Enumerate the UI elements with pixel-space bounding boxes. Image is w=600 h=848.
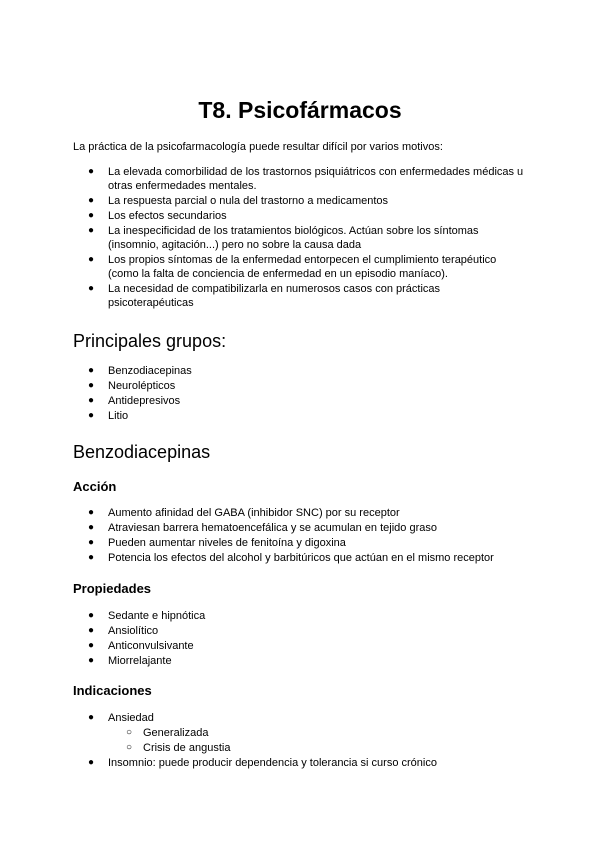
list-item: ● Pueden aumentar niveles de fenitoína y digoxina xyxy=(88,537,346,549)
bullet-icon: ● xyxy=(88,210,95,221)
accion-heading: Acción xyxy=(73,479,117,494)
list-item: ● Litio xyxy=(88,410,129,422)
list-item: ● Antidepresivos xyxy=(88,395,181,407)
list-item: ● Neurolépticos xyxy=(88,380,176,392)
list-item: ● Potencia los efectos del alcohol y barbitúricos que actúan en el mismo receptor xyxy=(88,552,494,564)
circle-bullet-icon: ○ xyxy=(126,742,133,753)
list-item: ● Sedante e hipnótica xyxy=(88,610,206,622)
bullet-icon: ● xyxy=(88,655,95,666)
bullet-icon: ● xyxy=(88,625,95,636)
list-item: ● Los efectos secundarios xyxy=(88,210,227,222)
list-item: ● Anticonvulsivante xyxy=(88,640,194,652)
grupos-list xyxy=(73,364,543,424)
indicaciones-list xyxy=(73,711,543,726)
list-item: ● Miorrelajante xyxy=(88,655,172,667)
bullet-icon: ● xyxy=(88,410,95,421)
bullet-icon: ● xyxy=(88,522,95,533)
grupos-heading: Principales grupos: xyxy=(73,331,227,351)
bullet-icon: ● xyxy=(88,225,95,236)
bullet-icon: ● xyxy=(88,195,95,206)
list-item: ○ Generalizada xyxy=(126,727,209,739)
ansiedad-sublist xyxy=(73,726,543,756)
list-item: ● Atraviesan barrera hematoencefálica y se acumulan en tejido graso xyxy=(88,522,437,534)
list-item: ● Los propios síntomas de la enfermedad entorpecen el cumplimiento terapéutico (como la falta de conciencia de enfermedad en un episodio maníaco). xyxy=(88,254,497,280)
bullet-icon: ● xyxy=(88,610,95,621)
bullet-icon: ● xyxy=(88,640,95,651)
list-item: ● La elevada comorbilidad de los trastornos psiquiátricos con enfermedades médicas u otras enfermedades mentales. xyxy=(88,166,524,192)
list-item: ● Ansiolítico xyxy=(88,625,159,637)
bullet-icon: ● xyxy=(88,552,95,563)
bullet-icon: ● xyxy=(88,254,95,265)
list-item: ● Benzodiacepinas xyxy=(88,365,192,377)
bullet-icon: ● xyxy=(88,507,95,518)
propiedades-heading: Propiedades xyxy=(73,581,152,596)
bullet-icon: ● xyxy=(88,757,95,768)
page-title: T8. Psicofármacos xyxy=(198,97,402,123)
benzo-heading: Benzodiacepinas xyxy=(73,442,211,462)
bullet-icon: ● xyxy=(88,712,95,723)
bullet-icon: ● xyxy=(88,537,95,548)
bullet-icon: ● xyxy=(88,283,95,294)
motivos-list xyxy=(73,165,543,311)
intro-paragraph: La práctica de la psicofarmacología puede resultar difícil por varios motivos: xyxy=(73,141,443,153)
indicaciones-heading: Indicaciones xyxy=(73,683,152,698)
circle-bullet-icon: ○ xyxy=(126,727,133,738)
list-item: ● La respuesta parcial o nula del trastorno a medicamentos xyxy=(88,195,389,207)
list-item: ● La inespecificidad de los tratamientos biológicos. Actúan sobre los síntomas (insomnio, agitación...) pero no sobre la causa dada xyxy=(88,225,479,251)
accion-list xyxy=(73,506,543,566)
propiedades-list xyxy=(73,609,543,669)
bullet-icon: ● xyxy=(88,395,95,406)
indicaciones-list-cont xyxy=(73,756,543,771)
list-item: ○ Crisis de angustia xyxy=(126,742,231,754)
bullet-icon: ● xyxy=(88,166,95,177)
list-item: ● Aumento afinidad del GABA (inhibidor SNC) por su receptor xyxy=(88,507,400,519)
list-item: ● La necesidad de compatibilizarla en numerosos casos con prácticas psicoterapéuticas xyxy=(88,283,441,309)
list-item: ● Ansiedad xyxy=(88,712,154,724)
list-item: ● Insomnio: puede producir dependencia y tolerancia si curso crónico xyxy=(88,757,437,769)
bullet-icon: ● xyxy=(88,365,95,376)
bullet-icon: ● xyxy=(88,380,95,391)
